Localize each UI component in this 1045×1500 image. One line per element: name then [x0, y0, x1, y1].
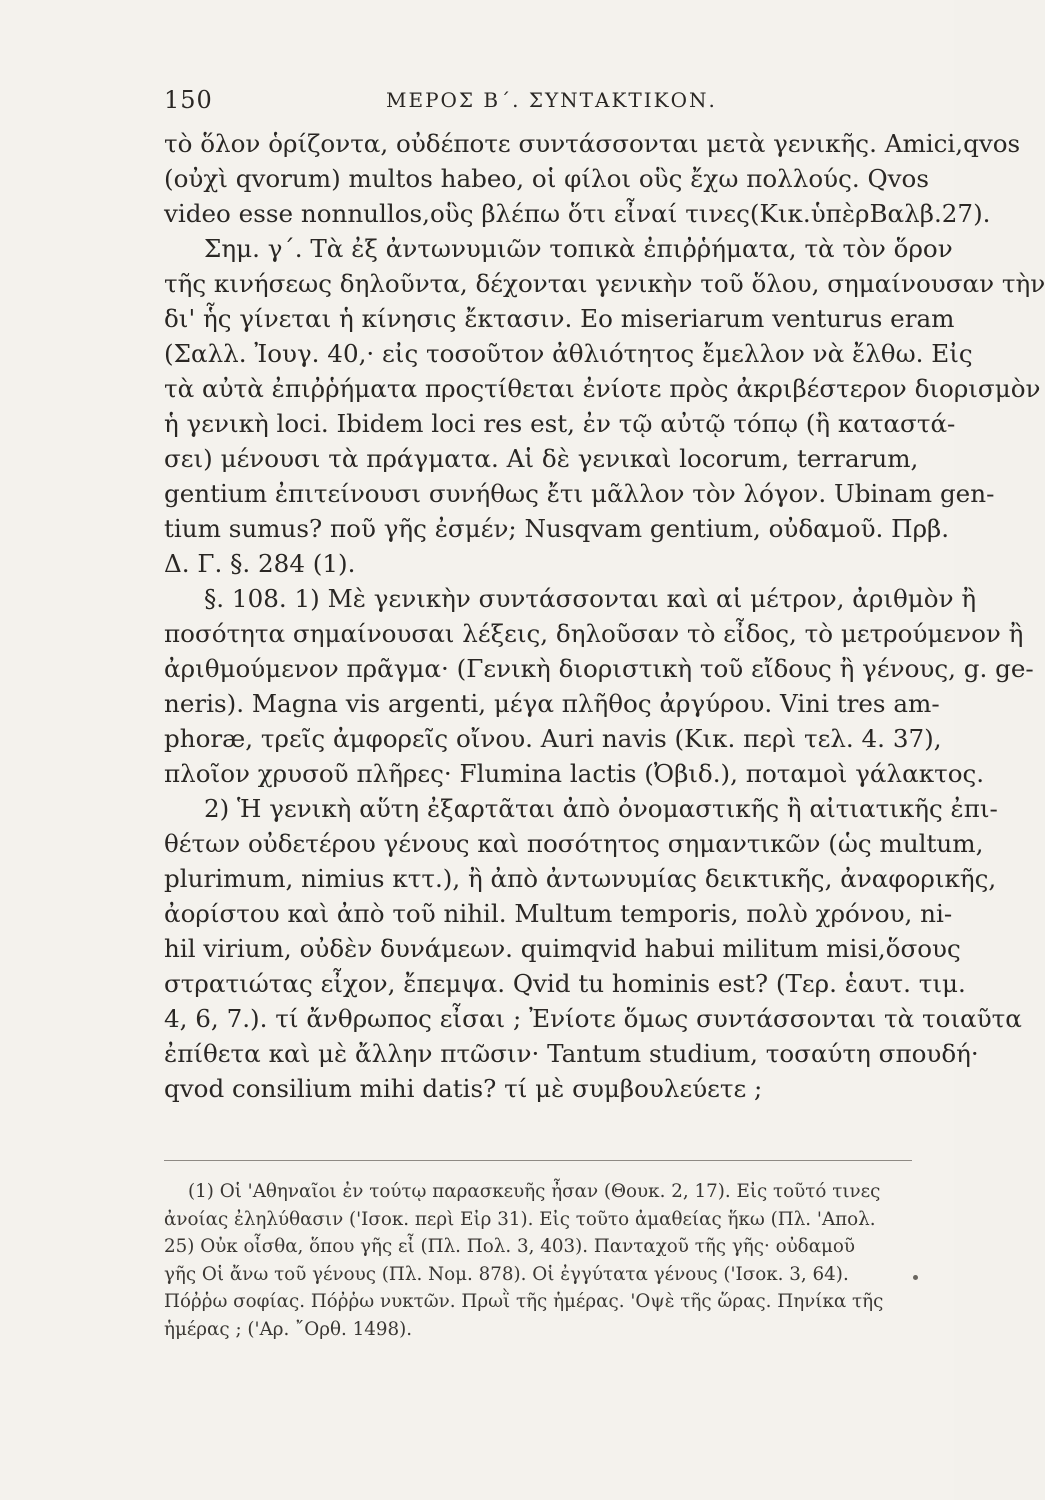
- text-line: ἀριθμούμενον πρᾶγμα· (Γενικὴ διοριστικὴ τοῦ εἴδους ἢ γένους, g. ge-: [164, 654, 1034, 683]
- footnotes: [164, 1178, 912, 1344]
- text-line: σει) μένουσι τὰ πράγματα. Αἱ δὲ γενικαὶ locorum, terrarum,: [164, 444, 919, 473]
- text-line: θέτων οὐδετέρου γένους καὶ ποσότητος σημαντικῶν (ὡς multum,: [164, 829, 984, 858]
- text-line: qvod consilium mihi datis? τί μὲ συμβουλεύετε ;: [164, 1074, 763, 1103]
- text-line: ποσότητα σημαίνουσαι λέξεις, δηλοῦσαν τὸ εἶδος, τὸ μετρούμενον ἢ: [164, 619, 1024, 648]
- text-line: plurimum, nimius κττ.), ἢ ἀπὸ ἀντωνυμίας δεικτικῆς, ἀναφορικῆς,: [164, 864, 997, 893]
- text-line: ἡ γενικὴ loci. Ibidem loci res est, ἐν τῷ αὐτῷ τόπῳ (ἢ καταστά-: [164, 409, 956, 438]
- text-line: phoræ, τρεῖς ἀμφορεῖς οἴνου. Auri navis (Κικ. περὶ τελ. 4. 37),: [164, 724, 942, 753]
- text-line: τὸ ὅλον ὁρίζοντα, οὐδέποτε συντάσσονται μετὰ γενικῆς. Amici,qvos: [164, 129, 1021, 158]
- text-line: neris). Magna vis argenti, μέγα πλῆθος ἀργύρου. Vini tres am-: [164, 689, 940, 718]
- footnote-line: ἡμέρας ; ('Αρ. ῎Ορθ. 1498).: [164, 1318, 413, 1340]
- text-line: 4, 6, 7.). τί ἄνθρωπος εἶσαι ; Ἐνίοτε ὅμως συντάσσονται τὰ τοιαῦτα: [164, 1004, 1022, 1033]
- footnote-line: (1) Οἱ 'Αθηναῖοι ἐν τούτῳ παρασκευῆς ἦσαν (Θουκ. 2, 17). Εἰς τοῦτό τινες: [188, 1181, 881, 1202]
- text-line: ἀορίστου καὶ ἀπὸ τοῦ nihil. Multum temporis, πολὺ χρόνου, ni-: [164, 899, 953, 928]
- text-line-note-start: Σημ. γ΄. Τὰ ἐξ ἀντωνυμιῶν τοπικὰ ἐπιῤῥήματα, τὰ τὸν ὅρον: [204, 234, 953, 263]
- footnote-line: 25) Οὐκ οἶσθα, ὅπου γῆς εἶ (Πλ. Πολ. 3, 403). Πανταχοῦ τῆς γῆς· οὐδαμοῦ: [164, 1236, 856, 1258]
- text-line: gentium ἐπιτείνουσι συνήθως ἔτι μᾶλλον τὸν λόγον. Ubinam gen-: [164, 479, 995, 508]
- text-line: πλοῖον χρυσοῦ πλῆρες· Flumina lactis (Ὀβιδ.), ποταμοὶ γάλακτος.: [164, 759, 985, 788]
- page-header: [164, 86, 912, 116]
- text-line: τῆς κινήσεως δηλοῦντα, δέχονται γενικὴν τοῦ ὅλου, σημαίνουσαν τὴν: [164, 269, 1045, 298]
- ink-spot: [913, 1275, 918, 1280]
- text-line: Δ. Γ. §. 284 (1).: [164, 549, 356, 578]
- text-line-section-start: §. 108. 1) Μὲ γενικὴν συντάσσονται καὶ αἱ μέτρον, ἀριθμὸν ἢ: [204, 584, 977, 613]
- text-line: video esse nonnullos,οὓς βλέπω ὅτι εἶναί τινες(Κικ.ὑπὲρΒαλβ.27).: [164, 199, 991, 228]
- text-line: τὰ αὐτὰ ἐπιῤῥήματα προςτίθεται ἐνίοτε πρὸς ἀκριβέστερον διορισμὸν: [164, 374, 1041, 403]
- page-number: 150: [164, 86, 213, 114]
- text-line: στρατιώτας εἶχον, ἔπεμψα. Qvid tu hominis est? (Τερ. ἑαυτ. τιμ.: [164, 969, 966, 998]
- text-line: δι' ἧς γίνεται ἡ κίνησις ἔκτασιν. Eo miseriarum venturus eram: [164, 304, 955, 333]
- text-line: (οὐχὶ qvorum) multos habeo, οἱ φίλοι οὓς ἔχω πολλούς. Qvos: [164, 164, 929, 193]
- footnote-line: ἀνοίας ἐληλύθασιν ('Ισοκ. περὶ Εἰρ 31). Εἰς τοῦτο ἀμαθείας ἥκω (Πλ. 'Απολ.: [164, 1208, 876, 1230]
- text-line: ἐπίθετα καὶ μὲ ἄλλην πτῶσιν· Tantum studium, τοσαύτη σπουδή·: [164, 1039, 979, 1068]
- body-text: [164, 126, 1045, 1106]
- footnote-divider: [164, 1160, 912, 1161]
- footnote-line: γῆς Οἱ ἄνω τοῦ γένους (Πλ. Νομ. 878). Οἱ ἐγγύτατα γένους ('Ισοκ. 3, 64).: [164, 1263, 849, 1285]
- footnote-line: Πόῤῥω σοφίας. Πόῤῥω νυκτῶν. Πρωῒ τῆς ἡμέρας. 'Οψὲ τῆς ὥρας. Πηνίκα τῆς: [164, 1291, 884, 1313]
- text-line: (Σαλλ. Ἰουγ. 40,· εἰς τοσοῦτον ἀθλιότητος ἔμελλον νὰ ἔλθω. Εἰς: [164, 339, 973, 368]
- text-line: tium sumus? ποῦ γῆς ἐσμέν; Nusqvam gentium, οὐδαμοῦ. Πρβ.: [164, 514, 950, 543]
- text-line-paragraph-start: 2) Ἡ γενικὴ αὕτη ἐξαρτᾶται ἀπὸ ὀνομαστικῆς ἢ αἰτιατικῆς ἐπι-: [204, 794, 998, 823]
- text-line: hil virium, οὐδὲν δυνάμεων. quimqvid habui militum misi,ὅσους: [164, 934, 961, 963]
- running-title: ΜΕΡΟΣ Β΄. ΣΥΝΤΑΚΤΙΚΟΝ.: [386, 88, 717, 112]
